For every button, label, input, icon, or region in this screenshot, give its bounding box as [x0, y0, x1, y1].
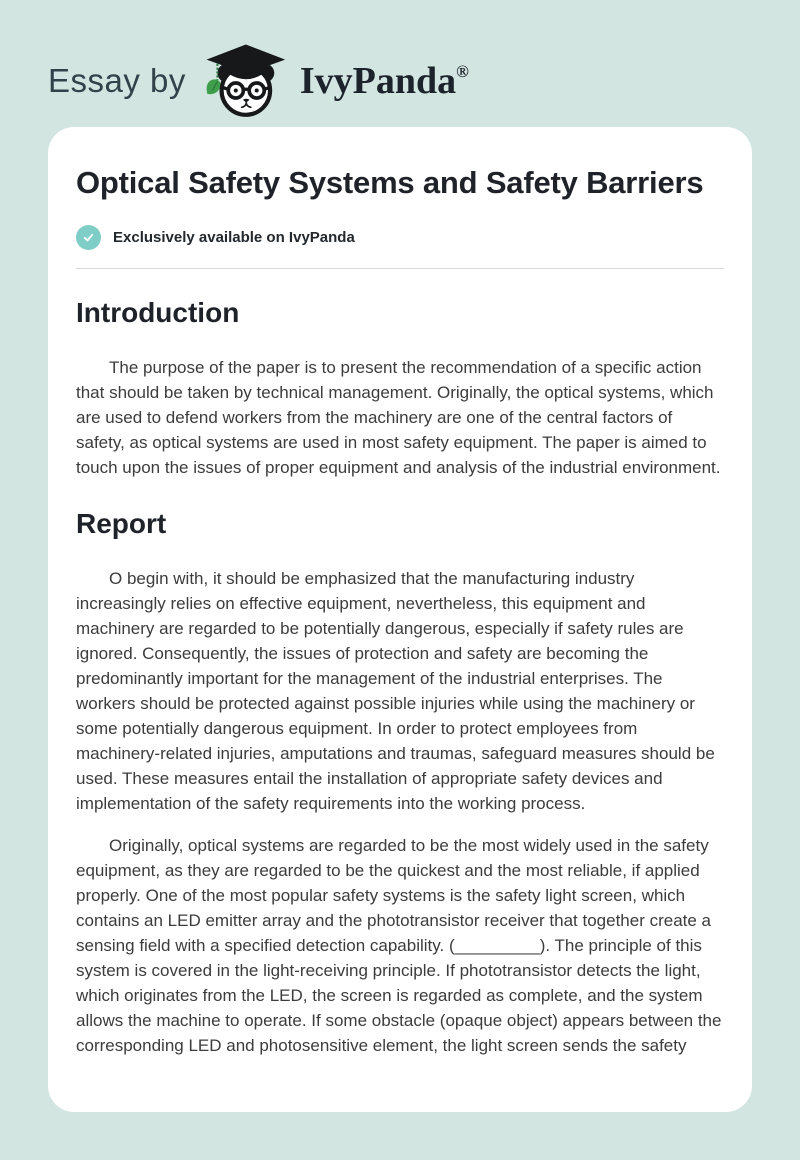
- brand-text: IvyPanda: [299, 59, 457, 102]
- check-icon: [76, 225, 101, 250]
- exclusive-badge: [76, 225, 724, 250]
- brand-name: [299, 59, 469, 102]
- essay-title: Optical Safety Systems and Safety Barriers: [76, 165, 704, 200]
- ivypanda-brand-link[interactable]: [199, 42, 469, 119]
- section-heading-introduction: Introduction: [76, 297, 240, 328]
- registered-mark: ®: [456, 61, 469, 81]
- section-heading-report: Report: [76, 508, 167, 539]
- introduction-paragraph: The purpose of the paper is to present the recommendation of a specific action that should be taken by technical management. Originally, the optical systems, which are used to defend workers from the machinery are one of the central factors of safety, as optical systems are used in most safety equipment. The paper is aimed to touch upon the issues of proper equipment and analysis of the industrial environment.: [76, 358, 721, 477]
- report-paragraph-1: O begin with, it should be emphasized that the manufacturing industry increasingly relies on effective equipment, nevertheless, this equipment and machinery are regarded to be potentially dangerous, especially if safety rules are ignored. Consequently, the issues of protection and safety are becoming the predominantly important for the management of the industrial enterprises. The workers should be protected against possible injuries while using the machinery or some potentially dangerous equipment. In order to protect employees from machinery-related injuries, amputations and traumas, safeguard measures should be used. These measures entail the installation of appropriate safety devices and implementation of the safety requirements into the working process.: [76, 569, 715, 813]
- ivypanda-panda-logo-icon: [199, 42, 291, 119]
- essay-by-label: Essay by: [48, 61, 186, 99]
- exclusive-badge-label: Exclusively available on IvyPanda: [113, 229, 355, 246]
- report-paragraph-2: Originally, optical systems are regarded to be the most widely used in the safety equipment, as they are regarded to be the quickest and the most reliable, if applied properly. One of the most popular safety systems is the safety light screen, which contains an LED emitter array and the phototransistor receiver that together create a sensing field with a specified detection capability. (_________). The principle of this system is covered in the light-receiving principle. If phototransistor detects the light, which originates from the LED, the screen is regarded as complete, and the system allows the machine to operate. If some obstacle (opaque object) appears between the corresponding LED and photosensitive element, the light screen sends the safety: [76, 836, 722, 1055]
- site-header: [0, 0, 800, 127]
- divider: [76, 268, 724, 269]
- essay-card: [48, 127, 752, 1112]
